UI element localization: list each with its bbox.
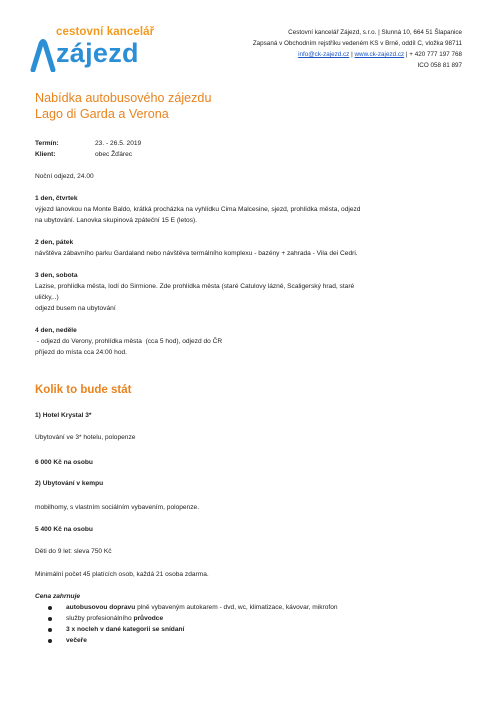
email-link[interactable]: info@ck-zajezd.cz — [298, 51, 350, 58]
day-text: na ubytování. Lanovka skupinová zpáteční 15 E (letos). — [35, 217, 198, 224]
day-text: příjezd do místa cca 24:00 hod. — [35, 349, 128, 356]
company-contacts: info@ck-zajezd.cz | www.ck-zajezd.cz | + 420 777 197 768 — [298, 51, 462, 58]
client-label: Klient: — [35, 151, 56, 158]
company-info — [202, 27, 462, 71]
website-link[interactable]: www.ck-zajezd.cz — [354, 51, 405, 58]
departure-note: Noční odjezd, 24.00 — [35, 173, 94, 180]
term-value: 23. - 26.5. 2019 — [95, 140, 142, 147]
day-text: uličky,..) — [35, 294, 59, 301]
bullet-icon — [48, 606, 52, 610]
price-section-title: Kolik to bude stát — [35, 384, 132, 396]
day-text: - odjezd do Verony, prohlídka města (cca 5 hod), odjezd do ČR — [35, 338, 223, 345]
bullet-icon — [48, 628, 52, 632]
day-4 — [35, 325, 465, 358]
option-2-desc: mobilhomy, s vlastním sociálním vybavením, polopenze. — [35, 504, 200, 511]
company-ico: ICO 058 81 897 — [417, 62, 462, 69]
list-item: 3 x nocleh v dané kategorii se snídaní — [48, 624, 338, 635]
day-3 — [35, 270, 465, 314]
trip-meta — [35, 138, 465, 160]
day-1 — [35, 193, 465, 226]
day-2 — [35, 237, 465, 259]
day-heading: 2 den, pátek — [35, 239, 74, 246]
logo-tagline: cestovní kancelář — [56, 26, 155, 38]
bullet-icon — [48, 639, 52, 643]
minimum-participants: Minimální počet 45 platících osob, každá 21 osoba zdarma. — [35, 571, 209, 578]
option-2-heading: 2) Ubytování v kempu — [35, 480, 104, 487]
company-registration: Zapsaná v Obchodním rejstříku vedeném KS v Brně, oddíl C, vložka 98711 — [252, 40, 462, 47]
day-text: návštěva zábavního parku Gardaland nebo návštěva termálního komplexu - bazény + zahrada - Vila dei Cedri. — [35, 250, 358, 257]
company-logo — [30, 24, 170, 76]
option-1-price: 6 000 Kč na osobu — [35, 459, 93, 466]
company-address: Cestovní kancelář Zájezd, s.r.o. | Slunná 10, 664 51 Šlapanice — [288, 29, 462, 36]
day-heading: 1 den, čtvrtek — [35, 195, 78, 202]
option-1-desc: Ubytování ve 3* hotelu, polopenze — [35, 434, 136, 441]
option-1-heading: 1) Hotel Krystal 3* — [35, 412, 92, 419]
day-text: odjezd busem na ubytování — [35, 305, 116, 312]
day-heading: 3 den, sobota — [35, 272, 78, 279]
day-text: výjezd lanovkou na Monte Baldo, krátká procházka na vyhlídku Cima Malcesine, sjezd, prohlídka města, odjezd — [35, 206, 361, 213]
list-item: autobusovou dopravu plně vybaveným autokarem - dvd, wc, klimatizace, kávovar, mikrofon — [48, 602, 338, 613]
phone-number: | + 420 777 197 768 — [404, 51, 462, 58]
option-2-price: 5 400 Kč na osobu — [35, 526, 93, 533]
includes-list — [48, 602, 338, 646]
child-discount: Děti do 9 let: sleva 750 Kč — [35, 548, 112, 555]
bullet-icon — [48, 617, 52, 621]
document-title: Nabídka autobusového zájezdu — [35, 91, 212, 105]
document-subtitle: Lago di Garda a Verona — [35, 107, 169, 121]
logo-mountain-icon — [30, 36, 56, 72]
list-item: večeře — [48, 635, 338, 646]
day-heading: 4 den, neděle — [35, 327, 77, 334]
list-item: služby profesionálního průvodce — [48, 613, 338, 624]
logo-wordmark: zájezd — [56, 38, 139, 68]
client-value: obec Žďárec — [95, 151, 133, 158]
includes-title: Cena zahrnuje — [35, 593, 81, 600]
term-label: Termín: — [35, 140, 59, 147]
day-text: Lazise, prohlídka města, lodí do Sirmione. Zde prohlídka města (staré Catulovy lázně, Scaligerský hrad, staré — [35, 283, 355, 290]
